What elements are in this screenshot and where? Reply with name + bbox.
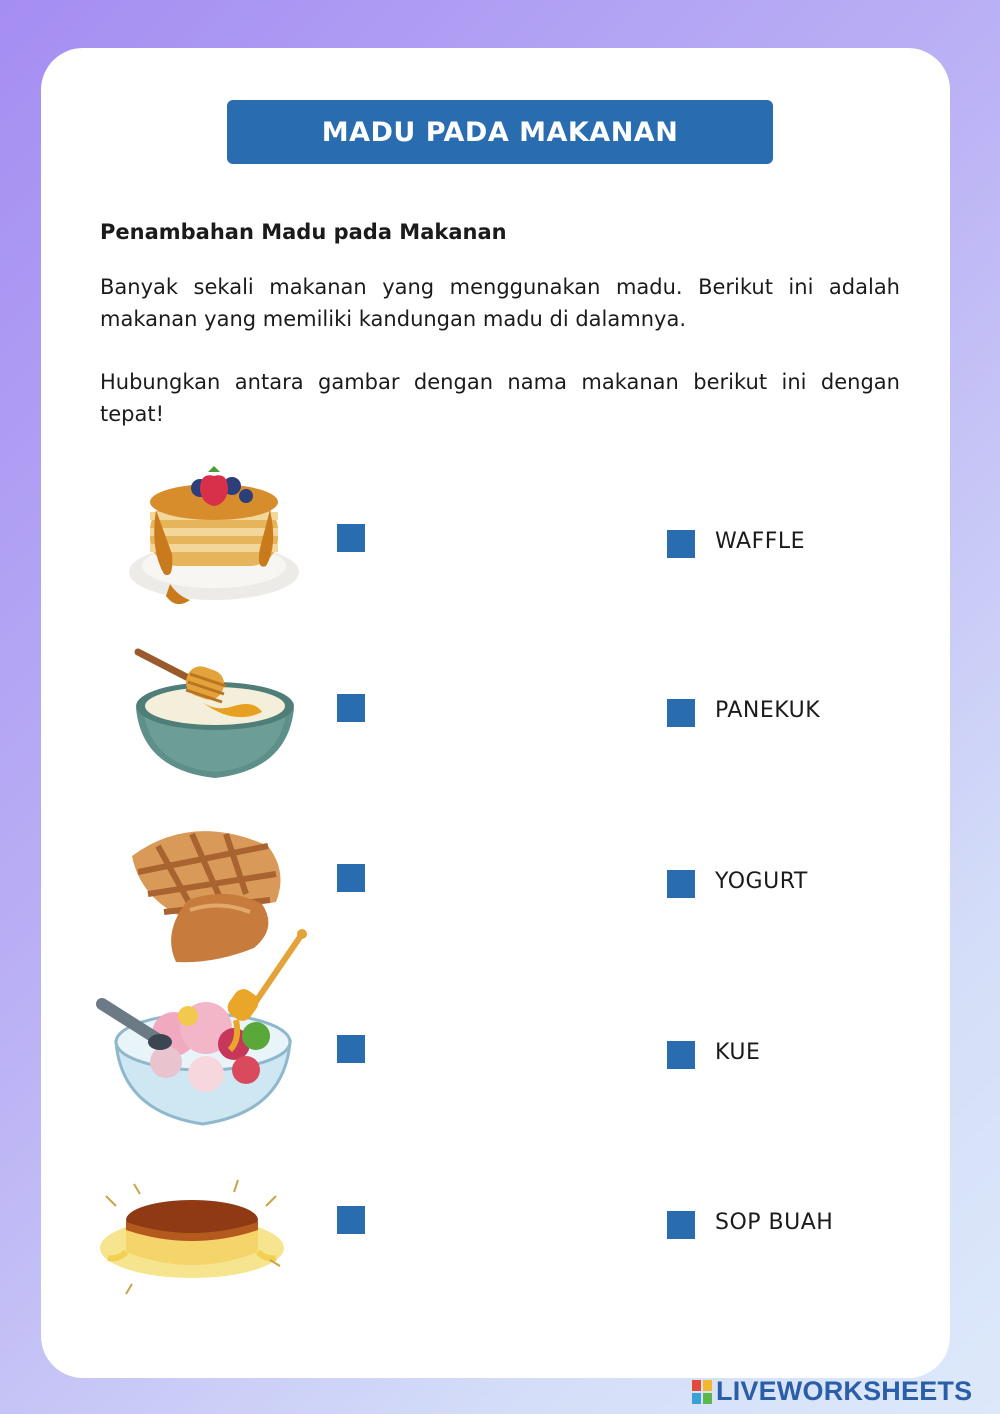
image-connector-3[interactable] (337, 864, 365, 892)
option-connector-sop-buah[interactable] (667, 1211, 695, 1239)
option-label-panekuk: PANEKUK (715, 698, 821, 723)
pancake-image (122, 462, 306, 612)
option-label-waffle: WAFFLE (715, 529, 806, 554)
brand-name: LIVEWORKSHEETS (716, 1376, 973, 1406)
page-title: MADU PADA MAKANAN (227, 100, 773, 164)
option-label-kue: KUE (715, 1040, 761, 1065)
option-connector-kue[interactable] (667, 1041, 695, 1069)
option-connector-waffle[interactable] (667, 530, 695, 558)
option-connector-panekuk[interactable] (667, 699, 695, 727)
option-label-yogurt: YOGURT (715, 869, 808, 894)
brand-footer (692, 1376, 972, 1407)
pudding-image (96, 1176, 288, 1300)
intro-paragraph: Banyak sekali makanan yang menggunakan madu. Berikut ini adalah makanan yang memiliki kandungan madu di dalamnya. (100, 275, 900, 331)
image-connector-5[interactable] (337, 1206, 365, 1234)
image-connector-2[interactable] (337, 694, 365, 722)
option-label-sop-buah: SOP BUAH (715, 1210, 834, 1235)
liveworksheets-logo-icon (692, 1380, 712, 1404)
fruit-soup-image (96, 924, 310, 1136)
instruction-paragraph: Hubungkan antara gambar dengan nama makanan berikut ini dengan tepat! (100, 370, 900, 426)
image-connector-4[interactable] (337, 1035, 365, 1063)
yogurt-image (130, 644, 300, 784)
section-subtitle: Penambahan Madu pada Makanan (100, 220, 507, 244)
image-connector-1[interactable] (337, 524, 365, 552)
option-connector-yogurt[interactable] (667, 870, 695, 898)
